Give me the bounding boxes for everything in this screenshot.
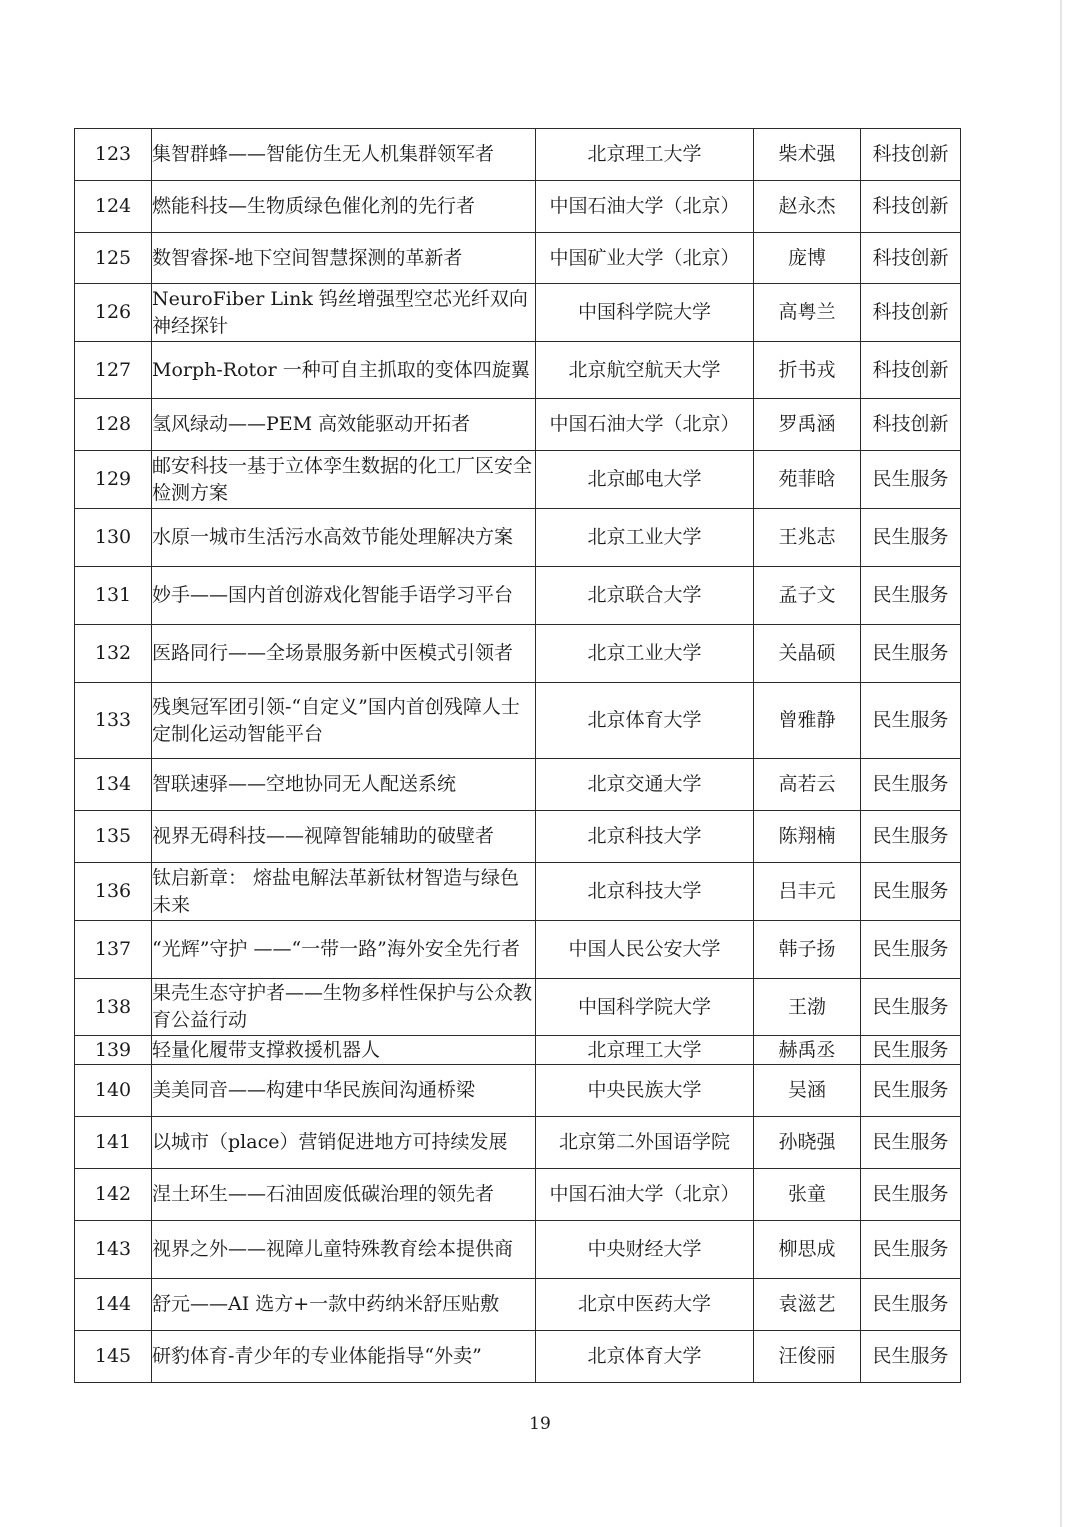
- category: 民生服务: [861, 979, 961, 1036]
- project-name: 智联速驿——空地协同无人配送系统: [152, 759, 536, 811]
- project-name: 数智睿探-地下空间智慧探测的革新者: [152, 233, 536, 284]
- team-leader: 庞博: [754, 233, 861, 284]
- university: 北京第二外国语学院: [536, 1117, 754, 1169]
- project-name: 燃能科技—生物质绿色催化剂的先行者: [152, 181, 536, 233]
- table-row: [75, 1331, 961, 1383]
- project-name: NeuroFiber Link 钨丝增强型空芯光纤双向神经探针: [152, 284, 536, 342]
- row-number: 127: [75, 342, 152, 399]
- project-name: 医路同行——全场景服务新中医模式引领者: [152, 625, 536, 683]
- row-number: 134: [75, 759, 152, 811]
- table-row: [75, 342, 961, 399]
- table-row: [75, 181, 961, 233]
- university: 北京邮电大学: [536, 451, 754, 509]
- team-leader: 孟子文: [754, 567, 861, 625]
- row-number: 131: [75, 567, 152, 625]
- university: 北京科技大学: [536, 863, 754, 921]
- team-leader: 张童: [754, 1169, 861, 1221]
- university: 北京航空航天大学: [536, 342, 754, 399]
- university: 中国石油大学（北京）: [536, 399, 754, 451]
- table-row: [75, 233, 961, 284]
- category: 科技创新: [861, 129, 961, 181]
- project-name: Morph-Rotor 一种可自主抓取的变体四旋翼: [152, 342, 536, 399]
- project-name: 集智群蜂——智能仿生无人机集群领军者: [152, 129, 536, 181]
- category: 民生服务: [861, 567, 961, 625]
- university: 北京体育大学: [536, 683, 754, 759]
- category: 民生服务: [861, 863, 961, 921]
- category: 科技创新: [861, 342, 961, 399]
- row-number: 132: [75, 625, 152, 683]
- project-name: “光辉”守护 ——“一带一路”海外安全先行者: [152, 921, 536, 979]
- category: 民生服务: [861, 1279, 961, 1331]
- team-leader: 韩子扬: [754, 921, 861, 979]
- team-leader: 折书戎: [754, 342, 861, 399]
- team-leader: 袁滋艺: [754, 1279, 861, 1331]
- row-number: 135: [75, 811, 152, 863]
- project-name: 涅土环生——石油固废低碳治理的领先者: [152, 1169, 536, 1221]
- team-leader: 罗禹涵: [754, 399, 861, 451]
- table-row: [75, 683, 961, 759]
- page-edge-line: [1060, 0, 1062, 1527]
- row-number: 128: [75, 399, 152, 451]
- university: 中央财经大学: [536, 1221, 754, 1279]
- row-number: 140: [75, 1065, 152, 1117]
- project-name: 研豹体育-青少年的专业体能指导“外卖”: [152, 1331, 536, 1383]
- project-name: 以城市（place）营销促进地方可持续发展: [152, 1117, 536, 1169]
- project-table: [74, 128, 961, 1383]
- team-leader: 赫禹丞: [754, 1036, 861, 1065]
- row-number: 136: [75, 863, 152, 921]
- university: 北京中医药大学: [536, 1279, 754, 1331]
- category: 民生服务: [861, 625, 961, 683]
- table-row: [75, 759, 961, 811]
- project-name: 视界之外——视障儿童特殊教育绘本提供商: [152, 1221, 536, 1279]
- table-row: [75, 1117, 961, 1169]
- university: 中国矿业大学（北京）: [536, 233, 754, 284]
- category: 民生服务: [861, 683, 961, 759]
- project-name: 邮安科技一基于立体孪生数据的化工厂区安全检测方案: [152, 451, 536, 509]
- table-row: [75, 451, 961, 509]
- category: 科技创新: [861, 233, 961, 284]
- university: 北京交通大学: [536, 759, 754, 811]
- category: 民生服务: [861, 509, 961, 567]
- team-leader: 高若云: [754, 759, 861, 811]
- university: 北京理工大学: [536, 1036, 754, 1065]
- category: 民生服务: [861, 1169, 961, 1221]
- table-row: [75, 1221, 961, 1279]
- category: 民生服务: [861, 759, 961, 811]
- page-number: 19: [529, 1414, 551, 1434]
- row-number: 137: [75, 921, 152, 979]
- project-name: 美美同音——构建中华民族间沟通桥梁: [152, 1065, 536, 1117]
- row-number: 133: [75, 683, 152, 759]
- team-leader: 柴术强: [754, 129, 861, 181]
- table-row: [75, 509, 961, 567]
- table-row: [75, 399, 961, 451]
- team-leader: 关晶硕: [754, 625, 861, 683]
- table-row: [75, 1065, 961, 1117]
- category: 民生服务: [861, 1036, 961, 1065]
- team-leader: 高粤兰: [754, 284, 861, 342]
- table-row: [75, 1279, 961, 1331]
- category: 民生服务: [861, 811, 961, 863]
- table-row: [75, 1169, 961, 1221]
- university: 中国科学院大学: [536, 284, 754, 342]
- university: 中国石油大学（北京）: [536, 1169, 754, 1221]
- row-number: 124: [75, 181, 152, 233]
- team-leader: 王渤: [754, 979, 861, 1036]
- row-number: 138: [75, 979, 152, 1036]
- row-number: 143: [75, 1221, 152, 1279]
- university: 中国科学院大学: [536, 979, 754, 1036]
- table-row: [75, 1036, 961, 1065]
- team-leader: 吴涵: [754, 1065, 861, 1117]
- team-leader: 王兆志: [754, 509, 861, 567]
- team-leader: 曾雅静: [754, 683, 861, 759]
- university: 中央民族大学: [536, 1065, 754, 1117]
- project-name: 视界无碍科技——视障智能辅助的破壁者: [152, 811, 536, 863]
- team-leader: 陈翔楠: [754, 811, 861, 863]
- category: 科技创新: [861, 399, 961, 451]
- project-name: 水原一城市生活污水高效节能处理解决方案: [152, 509, 536, 567]
- team-leader: 柳思成: [754, 1221, 861, 1279]
- team-leader: 吕丰元: [754, 863, 861, 921]
- project-name: 舒元——AI 选方+一款中药纳米舒压贴敷: [152, 1279, 536, 1331]
- team-leader: 孙晓强: [754, 1117, 861, 1169]
- team-leader: 汪俊丽: [754, 1331, 861, 1383]
- row-number: 123: [75, 129, 152, 181]
- table-row: [75, 811, 961, 863]
- university: 北京体育大学: [536, 1331, 754, 1383]
- table-row: [75, 921, 961, 979]
- team-leader: 苑菲晗: [754, 451, 861, 509]
- university: 中国人民公安大学: [536, 921, 754, 979]
- row-number: 130: [75, 509, 152, 567]
- project-name: 残奥冠军团引领-“自定义”国内首创残障人士定制化运动智能平台: [152, 683, 536, 759]
- university: 中国石油大学（北京）: [536, 181, 754, 233]
- university: 北京工业大学: [536, 509, 754, 567]
- table-row: [75, 625, 961, 683]
- table-row: [75, 129, 961, 181]
- project-name: 妙手——国内首创游戏化智能手语学习平台: [152, 567, 536, 625]
- category: 民生服务: [861, 1065, 961, 1117]
- category: 民生服务: [861, 1117, 961, 1169]
- category: 民生服务: [861, 1221, 961, 1279]
- category: 民生服务: [861, 451, 961, 509]
- row-number: 125: [75, 233, 152, 284]
- table-row: [75, 979, 961, 1036]
- row-number: 139: [75, 1036, 152, 1065]
- table-row: [75, 567, 961, 625]
- table-row: [75, 863, 961, 921]
- category: 民生服务: [861, 921, 961, 979]
- project-name: 果壳生态守护者——生物多样性保护与公众教育公益行动: [152, 979, 536, 1036]
- category: 民生服务: [861, 1331, 961, 1383]
- category: 科技创新: [861, 284, 961, 342]
- row-number: 129: [75, 451, 152, 509]
- university: 北京理工大学: [536, 129, 754, 181]
- university: 北京联合大学: [536, 567, 754, 625]
- university: 北京科技大学: [536, 811, 754, 863]
- row-number: 141: [75, 1117, 152, 1169]
- category: 科技创新: [861, 181, 961, 233]
- project-name: 钛启新章： 熔盐电解法革新钛材智造与绿色未来: [152, 863, 536, 921]
- row-number: 145: [75, 1331, 152, 1383]
- row-number: 142: [75, 1169, 152, 1221]
- project-name: 氢风绿动——PEM 高效能驱动开拓者: [152, 399, 536, 451]
- project-name: 轻量化履带支撑救援机器人: [152, 1036, 536, 1065]
- row-number: 126: [75, 284, 152, 342]
- row-number: 144: [75, 1279, 152, 1331]
- team-leader: 赵永杰: [754, 181, 861, 233]
- university: 北京工业大学: [536, 625, 754, 683]
- table-row: [75, 284, 961, 342]
